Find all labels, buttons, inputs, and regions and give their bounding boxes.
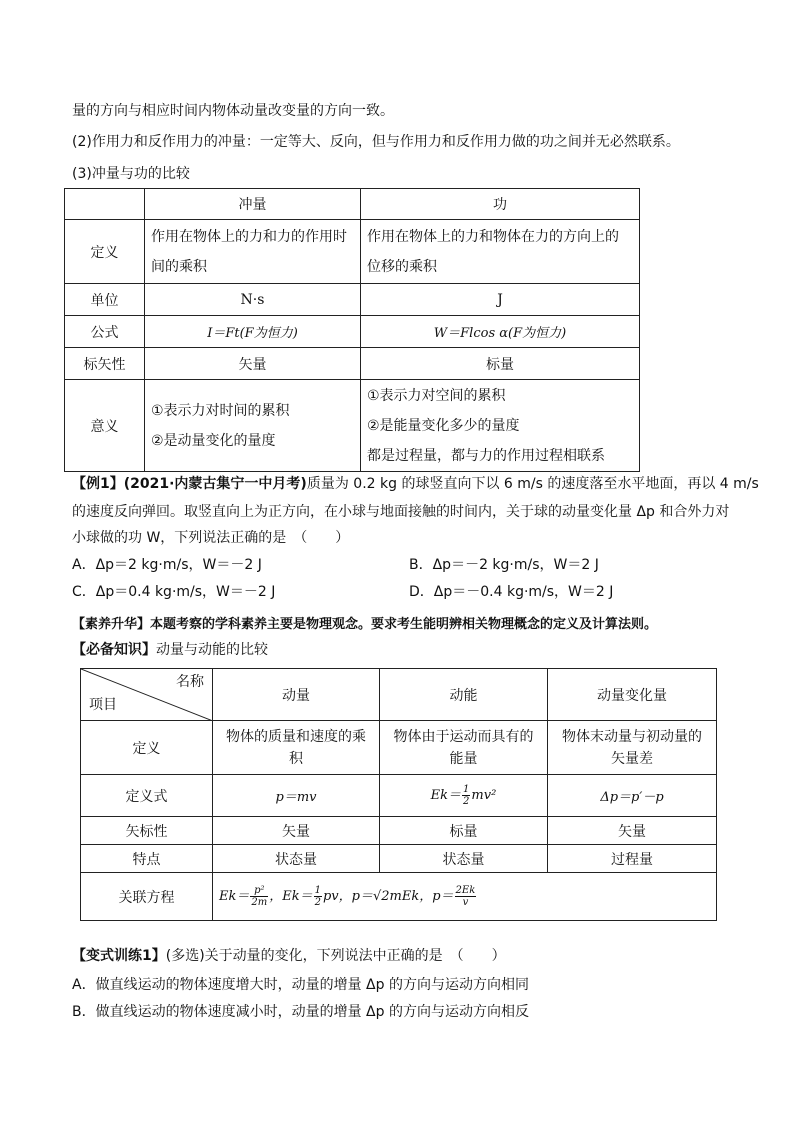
- table1-def-work-l1: 作用在物体上的力和物体在力的方向上的: [367, 228, 619, 245]
- table2-feature-label: 特点: [81, 845, 213, 873]
- table2-rel-frac-2: [314, 885, 322, 908]
- table2-rel-frac-3: [455, 885, 477, 908]
- example1-tag: 【例1】: [72, 476, 124, 492]
- example1-option-a: A．Δp＝2 kg·m/s，W＝－2 J: [72, 557, 262, 573]
- table1-header-work: 功: [361, 189, 640, 220]
- table1-meaning-work-l2: ②是能量变化多少的量度: [367, 417, 520, 434]
- table2-expr-momentum-change: Δp＝p′－p: [548, 775, 717, 817]
- momentum-energy-table: [80, 668, 717, 921]
- table2-def-momentum-l1: 物体的质量和速度的乘: [226, 728, 366, 745]
- exercise1-option-a: A．做直线运动的物体速度增大时，动量的增量 Δp 的方向与运动方向相同: [72, 977, 529, 993]
- literacy-note: 【素养升华】本题考察的学科素养主要是物理观念。要求考生能明辨相关物理概念的定义及计算法则。: [72, 617, 658, 632]
- table2-rel-frac-1-num: p²: [250, 885, 268, 897]
- table1-def-work-l2: 位移的乘积: [367, 258, 437, 275]
- table1-def-work: [361, 220, 640, 284]
- table2-rel-frac-1: [250, 885, 268, 908]
- table1-formula-label: 公式: [65, 316, 145, 348]
- table2-def-momentum-l2: 积: [289, 750, 303, 767]
- table1-def-impulse-l1: 作用在物体上的力和力的作用时: [151, 228, 347, 245]
- table1-formula-impulse: I＝Ft(F为恒力): [145, 316, 361, 348]
- table2-rel-frac-3-den: v: [462, 897, 469, 908]
- table2-def-dp-l1: 物体末动量与初动量的: [562, 728, 702, 745]
- table1-meaning-impulse-l2: ②是动量变化的量度: [151, 432, 276, 449]
- table2-def-ke-l1: 物体由于运动而具有的: [393, 728, 534, 745]
- intro-line-2: (2)作用力和反作用力的冲量：一定等大、反向，但与作用力和反作用力做的功之间并无必然联系。: [72, 134, 680, 150]
- example1-line-1: [72, 474, 759, 494]
- table2-rel-frac-1-den: 2m: [251, 897, 268, 908]
- table1-meaning-impulse-l1: ①表示力对时间的累积: [151, 402, 290, 419]
- table2-rel-part-2: ，Ek＝: [269, 889, 313, 904]
- table2-feature-momentum-change: 过程量: [548, 845, 717, 873]
- example1-line-2: 的速度反向弹回。取竖直向上为正方向，在小球与地面接触的时间内，关于球的动量变化量 Δp 和合外力对: [72, 504, 730, 520]
- table2-expr-kinetic-energy: [380, 775, 548, 817]
- table1-meaning-impulse: [145, 380, 361, 472]
- table1-def-impulse-l2: 间的乘积: [151, 258, 207, 275]
- table2-relation-label: 关联方程: [81, 873, 213, 921]
- table2-relation-equations: [213, 873, 717, 921]
- table1-unit-label: 单位: [65, 284, 145, 316]
- table1-meaning-work: [361, 380, 640, 472]
- knowledge-tag: 【必备知识】: [72, 642, 156, 658]
- table2-vector-kinetic-energy: 标量: [380, 817, 548, 845]
- table1-vector-work: 标量: [361, 348, 640, 380]
- table2-corner: [81, 669, 213, 721]
- knowledge-title: 动量与动能的比较: [156, 642, 268, 658]
- table2-def-momentum: [213, 721, 380, 775]
- table2-expr-ke-suffix: mv²: [471, 788, 497, 803]
- table2-expr-ke-num: 1: [463, 784, 470, 795]
- table2-rel-frac-3-num: 2Ek: [455, 885, 476, 896]
- example1-line-1-text: 质量为 0.2 kg 的球竖直向下以 6 m/s 的速度落至水平地面，再以 4 m/s: [306, 476, 759, 492]
- table2-expr-ke-fraction: [462, 784, 470, 807]
- example1-option-b: B．Δp＝－2 kg·m/s，W＝2 J: [409, 557, 599, 573]
- example1-option-c: C．Δp＝0.4 kg·m/s，W＝－2 J: [72, 584, 276, 600]
- table2-expr-ke-den: 2: [463, 796, 470, 807]
- table1-corner: [65, 189, 145, 220]
- table1-vector-label: 标矢性: [65, 348, 145, 380]
- table2-def-kinetic-energy: [380, 721, 548, 775]
- exercise1-stem: (多选)关于动量的变化，下列说法中正确的是 （ ）: [165, 948, 506, 964]
- table2-feature-kinetic-energy: 状态量: [380, 845, 548, 873]
- table2-corner-item: 项目: [89, 697, 117, 713]
- table1-formula-work: W＝Flcos α(F为恒力): [361, 316, 640, 348]
- table1-meaning-work-l3: 都是过程量，都与力的作用过程相联系: [367, 447, 605, 464]
- example1-option-d: D．Δp＝－0.4 kg·m/s，W＝2 J: [409, 584, 614, 600]
- table2-header-momentum: 动量: [213, 669, 380, 721]
- table2-vector-label: 矢标性: [81, 817, 213, 845]
- table2-def-ke-l2: 能量: [449, 750, 478, 767]
- intro-line-1: 量的方向与相应时间内物体动量改变量的方向一致。: [72, 103, 394, 119]
- table2-def-label: 定义: [81, 721, 213, 775]
- table1-meaning-work-l1: ①表示力对空间的累积: [367, 387, 506, 404]
- table1-def-impulse: [145, 220, 361, 284]
- table2-expr-momentum: p＝mv: [213, 775, 380, 817]
- table2-def-dp-l2: 矢量差: [611, 750, 653, 767]
- intro-line-3: (3)冲量与功的比较: [72, 166, 190, 182]
- example1-line-3: 小球做的功 W，下列说法正确的是 （ ）: [72, 530, 350, 546]
- table2-header-kinetic-energy: 动能: [380, 669, 548, 721]
- table2-vector-momentum: 矢量: [213, 817, 380, 845]
- table2-rel-part-1: Ek＝: [219, 889, 250, 904]
- impulse-work-table: [64, 188, 640, 472]
- exercise1-line-1: [72, 946, 734, 966]
- table1-unit-work: J: [361, 284, 640, 316]
- table2-expr-label: 定义式: [81, 775, 213, 817]
- table2-expr-ke-prefix: Ek＝: [430, 788, 462, 803]
- exercise1-tag: 【变式训练1】: [72, 948, 166, 964]
- table2-header-momentum-change: 动量变化量: [548, 669, 717, 721]
- table1-vector-impulse: 矢量: [145, 348, 361, 380]
- table2-rel-frac-2-den: 2: [314, 897, 321, 908]
- table2-feature-momentum: 状态量: [213, 845, 380, 873]
- table1-def-label: 定义: [65, 220, 145, 284]
- table1-unit-impulse: N·s: [145, 284, 361, 316]
- exercise1-option-b: B．做直线运动的物体速度减小时，动量的增量 Δp 的方向与运动方向相反: [72, 1004, 529, 1020]
- table2-rel-part-3: pv，p＝√2mEk，p＝: [322, 889, 454, 904]
- table2-rel-frac-2-num: 1: [314, 885, 321, 896]
- table2-corner-name: 名称: [176, 674, 204, 690]
- table1-meaning-label: 意义: [65, 380, 145, 472]
- table1-header-impulse: 冲量: [145, 189, 361, 220]
- knowledge-heading: [72, 640, 734, 660]
- example1-source: (2021·内蒙古集宁一中月考): [123, 476, 307, 492]
- table2-vector-momentum-change: 矢量: [548, 817, 717, 845]
- table2-def-momentum-change: [548, 721, 717, 775]
